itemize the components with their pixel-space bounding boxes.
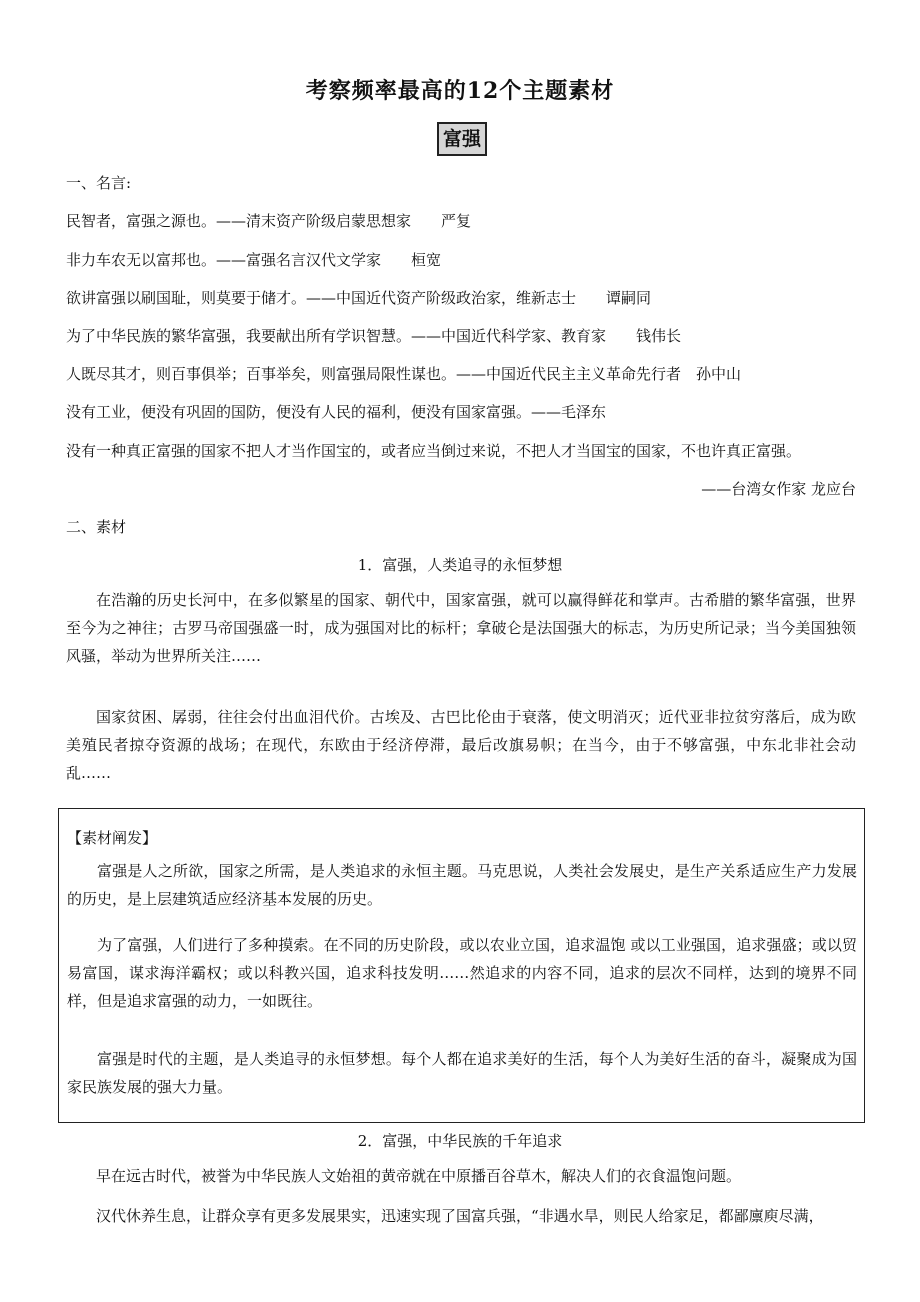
document-title: 考察频率最高的12个主题素材 (305, 78, 615, 104)
analysis-paragraph: 为了富强，人们进行了多种摸索。在不同的历史阶段，或以农业立国，追求温饱 或以工业强国，追求强盛；或以贸易富国，谋求海洋霸权；或以科教兴国，追求科技发明……然追求的内容不同，追求的层次不同样，达到的境界不同样，但是追求富强的动力，一如既往。 (67, 936, 857, 1010)
body-paragraph: 早在远古时代，被誉为中华民族人文始祖的黄帝就在中原播百谷草木，解决人们的衣食温饱问题。 (96, 1167, 742, 1185)
body-paragraph: 汉代休养生息，让群众享有更多发展果实，迅速实现了国富兵强，“非遇水旱，则民人给家足，都鄙廪庾尽满， (96, 1207, 824, 1225)
analysis-paragraph: 富强是人之所欲，国家之所需，是人类追求的永恒主题。马克思说，人类社会发展史，是生产关系适应生产力发展的历史，是上层建筑适应经济基本发展的历史。 (67, 862, 857, 908)
quote-line: 没有一种真正富强的国家不把人才当作国宝的，或者应当倒过来说，不把人才当国宝的国家，不也许真正富强。 (66, 442, 802, 460)
body-paragraph: 在浩瀚的历史长河中，在多似繁星的国家、朝代中，国家富强，就可以赢得鲜花和掌声。古希腊的繁华富强，世界至今为之神往；古罗马帝国强盛一时，成为强国对比的标杆；拿破仑是法国强大的标志，为历史所记录；当今美国独领风骚，举动为世界所关注…… (66, 591, 856, 665)
section-heading-materials: 二、素材 (66, 518, 127, 536)
quote-line: 欲讲富强以刷国耻，则莫要于储才。——中国近代资产阶级政治家，维新志士 谭嗣同 (66, 289, 652, 307)
quote-line: 没有工业，便没有巩固的国防，便没有人民的福利，便没有国家富强。——毛泽东 (66, 403, 607, 421)
quote-line: 为了中华民族的繁华富强，我要献出所有学识智慧。——中国近代科学家、教育家 钱伟长 (66, 327, 682, 345)
subsection-heading-2: 2．富强，中华民族的千年追求 (357, 1132, 563, 1150)
analysis-box-title: 【素材阐发】 (67, 829, 158, 847)
analysis-box (58, 808, 865, 1123)
section-heading-quotes: 一、名言: (66, 174, 132, 192)
analysis-paragraph: 富强是时代的主题，是人类追寻的永恒梦想。每个人都在追求美好的生活，每个人为美好生活的奋斗，凝聚成为国家民族发展的强大力量。 (67, 1050, 857, 1096)
quote-line: 人既尽其才，则百事俱举；百事举矣，则富强局限性谋也。——中国近代民主主义革命先行者 孙中山 (66, 365, 742, 383)
quote-line: 民智者，富强之源也。——清末资产阶级启蒙思想家 严复 (66, 212, 472, 230)
topic-label: 富强 (437, 122, 487, 156)
quote-line: 非力车农无以富邦也。——富强名言汉代文学家 桓宽 (66, 251, 442, 269)
quote-attribution: ——台湾女作家 龙应台 (701, 480, 856, 498)
subsection-heading-1: 1．富强，人类追寻的永恒梦想 (357, 556, 563, 574)
body-paragraph: 国家贫困、孱弱，往往会付出血泪代价。古埃及、古巴比伦由于衰落，使文明消灭；近代亚非拉贫穷落后，成为欧美殖民者掠夺资源的战场；在现代，东欧由于经济停滞，最后改旗易帜；在当今，由于不够富强，中东北非社会动乱…… (66, 708, 856, 782)
